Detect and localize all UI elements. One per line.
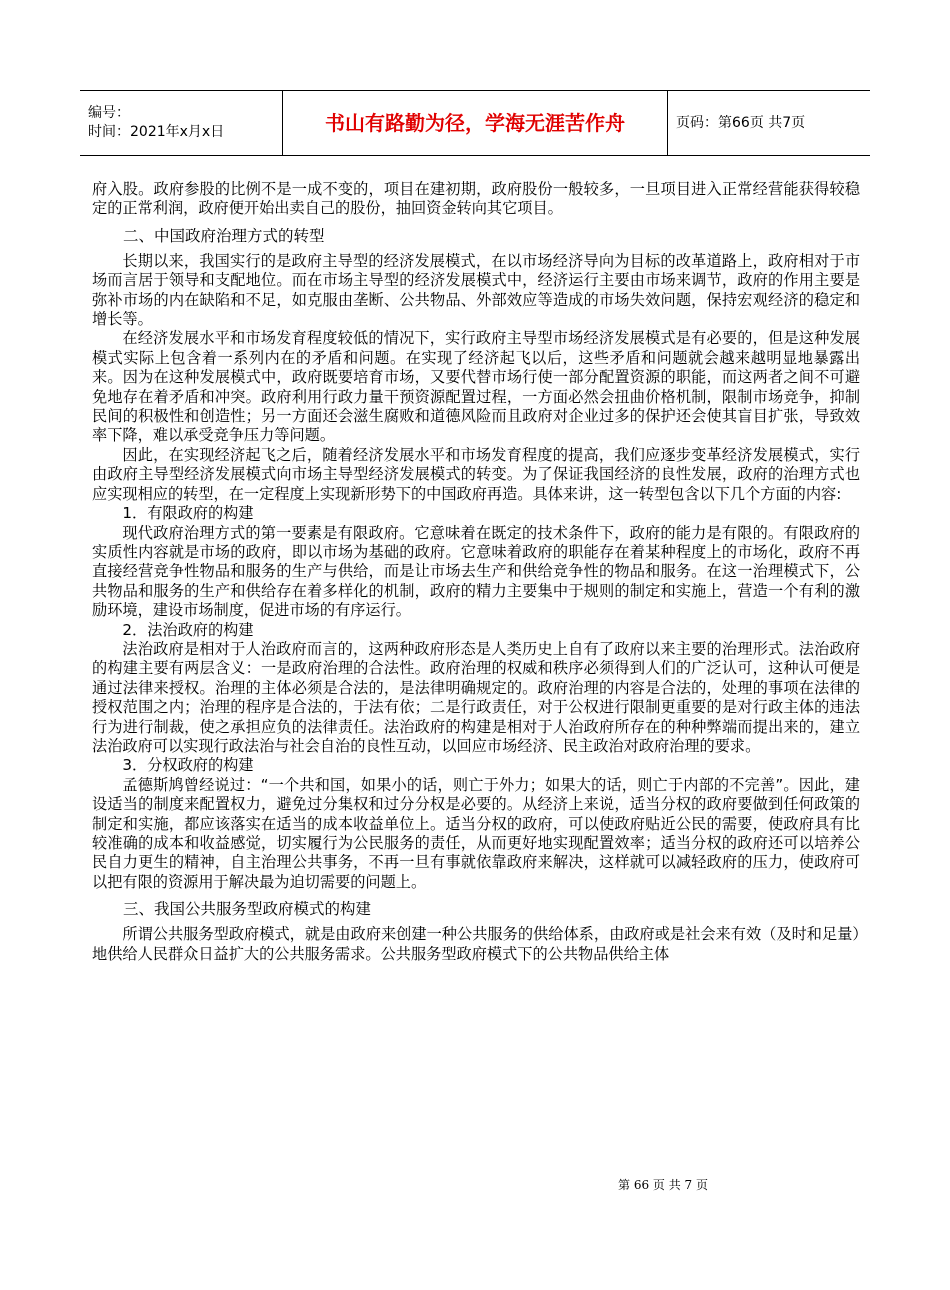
paragraph: 在经济发展水平和市场发育程度较低的情况下，实行政府主导型市场经济发展模式是有必要的，但是这种发展模式实际上包含着一系列内在的矛盾和问题。在实现了经济起飞以后，这些矛盾和问题就会越来越明显地暴露出来。因为在这种发展模式中，政府既要培育市场，又要代替市场行使一部分配置资源的职能，而这两者之间不可避免地存在着矛盾和冲突。政府利用行政力量干预资源配置过程，一方面必然会扭曲价格机制，限制市场竞争，抑制民间的积极性和创造性；另一方面还会滋生腐败和道德风险而且政府对企业过多的保护还会使其盲目扩张，导致效率下降，难以承受竞争压力等问题。 (92, 329, 860, 445)
paragraph: 因此，在实现经济起飞之后，随着经济发展水平和市场发育程度的提高，我们应逐步变革经济发展模式，实行由政府主导型经济发展模式向市场主导型经济发展模式的转变。为了保证我国经济的良性发展，政府的治理方式也应实现相应的转型，在一定程度上实现新形势下的中国政府再造。具体来讲，这一转型包含以下几个方面的内容: (92, 445, 860, 503)
header-page-label: 页码：第66页 共7页 (668, 91, 871, 156)
header-motto: 书山有路勤为径，学海无涯苦作舟 (283, 91, 668, 156)
footer-page-number: 第 66 页 共 7 页 (618, 1178, 708, 1192)
header-meta (80, 91, 283, 156)
section-heading-3: 三、我国公共服务型政府模式的构建 (123, 900, 372, 919)
paragraph: 现代政府治理方式的第一要素是有限政府。它意味着在既定的技术条件下，政府的能力是有限的。有限政府的实质性内容就是市场的政府，即以市场为基础的政府。它意味着政府的职能存在着某种程度上的市场化，政府不再直接经营竞争性物品和服务的生产与供给，而是让市场去生产和供给竞争性的物品和服务。在这一治理模式下，公共物品和服务的生产和供给存在着多样化的机制，政府的精力主要集中于规则的制定和实施上，营造一个有利的激励环境，建设市场制度，促进市场的有序运行。 (92, 523, 860, 620)
paragraph: 法治政府是相对于人治政府而言的，这两种政府形态是人类历史上自有了政府以来主要的治理形式。法治政府的构建主要有两层含义：一是政府治理的合法性。政府治理的权威和秩序必须得到人们的广泛认可，这种认可便是通过法律来授权。治理的主体必须是合法的，是法律明确规定的。政府治理的内容是合法的，处理的事项在法律的授权范围之内；治理的程序是合法的，于法有依；二是行政责任，对于公权进行限制更重要的是对行政主体的违法行为进行制裁，使之承担应负的法律责任。法治政府的构建是相对于人治政府所存在的种种弊端而提出来的，建立法治政府可以实现行政法治与社会自治的良性互动，以回应市场经济、民主政治对政府治理的要求。 (92, 639, 860, 755)
time-label: 时间：2021年x月x日 (88, 124, 225, 140)
subsection-heading-1: 1．有限政府的构建 (122, 504, 254, 523)
document-body (92, 180, 860, 964)
subsection-heading-2: 2．法治政府的构建 (122, 620, 254, 639)
section-heading-2: 二、中国政府治理方式的转型 (123, 226, 325, 245)
paragraph: 所谓公共服务型政府模式，就是由政府来创建一种公共服务的供给体系，由政府或是社会来有效（及时和足量）地供给人民群众日益扩大的公共服务需求。公共服务型政府模式下的公共物品供给主体 (92, 925, 860, 963)
paragraph-continued: 府入股。政府参股的比例不是一成不变的，项目在建初期，政府股份一般较多，一旦项目进入正常经营能获得较稳定的正常利润，政府便开始出卖自己的股份，抽回资金转向其它项目。 (92, 180, 860, 218)
page-header (80, 90, 870, 156)
paragraph: 孟德斯鸠曾经说过：“一个共和国，如果小的话，则亡于外力；如果大的话，则亡于内部的不完善”。因此，建设适当的制度来配置权力，避免过分集权和过分分权是必要的。从经济上来说，适当分权的政府要做到任何政策的制定和实施，都应该落实在适当的成本收益单位上。适当分权的政府，可以使政府贴近公民的需要，使政府具有比较准确的成本和收益感觉，切实履行为公民服务的责任，从而更好地实现配置效率；适当分权的政府还可以培养公民自力更生的精神，自主治理公共事务，不再一旦有事就依靠政府来解决，这样就可以减轻政府的压力，使政府可以把有限的资源用于解决最为迫切需要的问题上。 (92, 775, 860, 891)
paragraph: 长期以来，我国实行的是政府主导型的经济发展模式，在以市场经济导向为目标的改革道路上，政府相对于市场而言居于领导和支配地位。而在市场主导型的经济发展模式中，经济运行主要由市场来调节，政府的作用主要是弥补市场的内在缺陷和不足，如克服由垄断、公共物品、外部效应等造成的市场失效问题，保持宏观经济的稳定和增长等。 (92, 251, 860, 329)
subsection-heading-3: 3．分权政府的构建 (122, 756, 254, 775)
number-label: 编号： (88, 105, 130, 121)
